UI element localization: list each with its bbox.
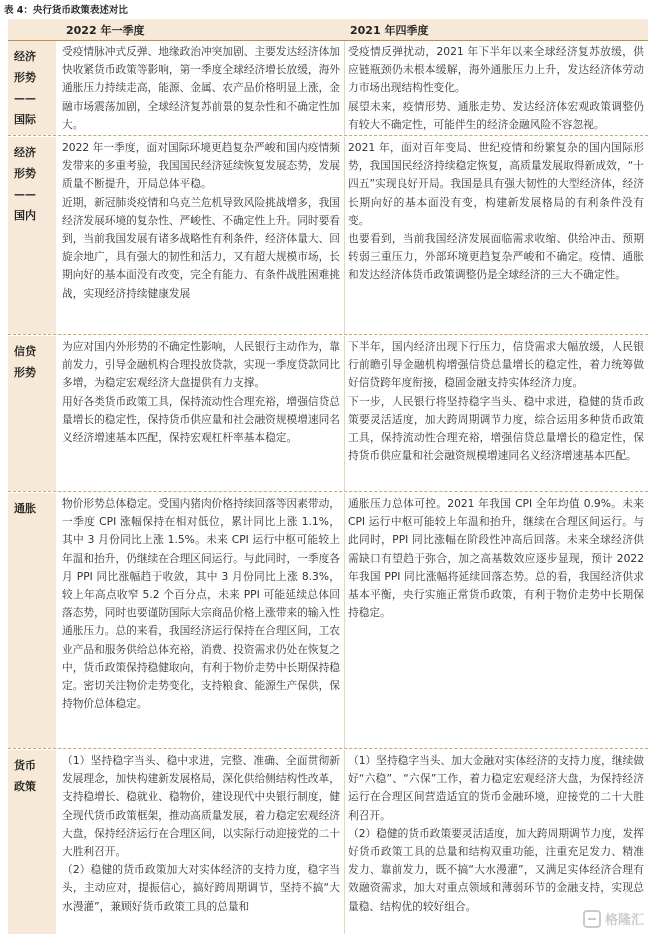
column-divider xyxy=(344,750,345,934)
paragraph: 2021 年，面对百年变局、世纪疫情和纷繁复杂的国内国际形势，我国国民经济持续稳定恢复，高质量发展取得新成效，“十四五”实现良好开局。我国是具有强大韧性的大型经济体，经济长期向好的基本面没有变，构建新发展格局的有利条件没有变。 xyxy=(348,141,644,227)
cell-2022q1 xyxy=(62,139,340,303)
table-row xyxy=(8,41,648,136)
column-divider xyxy=(344,493,345,748)
table-row xyxy=(8,493,648,749)
table-row xyxy=(8,750,648,934)
cell-2021q4 xyxy=(348,43,644,134)
cell-2022q1 xyxy=(62,43,340,134)
cell-2022q1 xyxy=(62,752,340,916)
row-label-cell xyxy=(8,336,56,491)
cell-2022q1 xyxy=(62,338,340,447)
cell-2021q4 xyxy=(348,338,644,465)
row-label: 货币 政策 xyxy=(14,759,36,793)
paragraph: 用好各类货币政策工具，保持流动性合理充裕，增强信贷总量增长的稳定性，保持货币供应量和社会融资规模增速同名义经济增速基本匹配，保持宏观杠杆率基本稳定。 xyxy=(62,394,340,445)
row-label-cell xyxy=(8,41,56,135)
paragraph: 物价形势总体稳定。受国内猪肉价格持续回落等因素带动，一季度 CPI 涨幅保持在相对低位，累计同比上涨 1.1%，其中 3 月份同比上涨 1.5%。未来 CPI 运行中枢可能较上年温和抬升，仍继续在合理区间运行。与此同时，一季度各月 PPI 同比涨幅趋于收敛，其中 3 月份同比上涨 8.3%，较上年高点收窄 5.2 个百分点，未来 PPI 可能延续总体回落态势，同时也要谨防国际大宗商品价格上涨带来的输入性通胀压力。总的来看，我国经济运行保持在合理区间，工农业产品和服务供给总体充裕，消费、投资需求仍处在恢复之中，货币政策保持稳健取向，有利于物价走势中长期保持稳定。密切关注物价走势变化，支持粮食、能源生产保供，保持物价总体稳定。 xyxy=(62,497,340,711)
paragraph: 2022 年一季度，面对国际环境更趋复杂严峻和国内疫情频发带来的多重考验，我国国民经济延续恢复发展态势，发展质量不断提升，开局总体平稳。 xyxy=(62,141,340,191)
row-label-cell xyxy=(8,137,56,334)
paragraph: （1）坚持稳字当头、加大金融对实体经济的支持力度，继续做好“六稳”、“六保”工作，着力稳定宏观经济大盘，为保持经济运行在合理区间营造适宜的货币金融环境，迎接党的二十大胜利召开。 xyxy=(348,754,644,822)
row-label: 经济 形势 —— 国内 xyxy=(14,146,36,222)
row-label: 信贷 形势 xyxy=(14,345,36,379)
paragraph: 也要看到，当前我国经济发展面临需求收缩、供给冲击、预期转弱三重压力，外部环境更趋复杂严峻和不确定。疫情、通胀和发达经济体货币政策调整仍是全球经济的三大不确定性。 xyxy=(348,232,644,282)
paragraph: 受疫情脉冲式反弹、地缘政治冲突加剧、主要发达经济体加快收紧货币政策等影响，第一季度全球经济增长放缓，海外通胀压力持续走高，能源、金属、农产品价格明显上涨，金融市场震荡加剧，全球经济复苏前景的复杂性和不确定性加大。 xyxy=(62,45,340,131)
paragraph: 通胀压力总体可控。2021 年我国 CPI 全年均值 0.9%。未来 CPI 运行中枢可能较上年温和抬升，继续在合理区间运行。与此同时，PPI 同比涨幅在阶段性冲高后回落。未来全球经济供需缺口有望趋于弥合，加之高基数效应逐步显现，预计 2022 年我国 PPI 同比涨幅将延续回落态势。总的看，我国经济供求基本平衡，央行实施正常货币政策，有利于物价走势中长期保持稳定。 xyxy=(348,497,644,620)
table-header xyxy=(8,19,648,41)
paragraph: （1）坚持稳字当头、稳中求进，完整、准确、全面贯彻新发展理念，加快构建新发展格局，深化供给侧结构性改革，支持稳增长、稳就业、稳物价，建设现代中央银行制度，健全现代货币政策框架，推动高质量发展，着力稳定宏观经济大盘，保持经济运行在合理区间，以实际行动迎接党的二十大胜利召开。 xyxy=(62,754,340,859)
cell-2021q4 xyxy=(348,139,644,285)
paragraph: 为应对国内外形势的不确定性影响，人民银行主动作为，靠前发力，引导金融机构合理投放贷款，实现一季度贷款同比多增，为稳定宏观经济大盘提供有力支撑。 xyxy=(62,340,340,390)
column-divider xyxy=(344,137,345,334)
paragraph: 近期，新冠肺炎疫情和乌克兰危机导致风险挑战增多，我国经济发展环境的复杂性、严峻性、不确定性上升。同时要看到，当前我国发展有诸多战略性有利条件，经济体量大、回旋余地广，具有强大的韧性和活力，又有超大规模市场，长期向好的基本面没有改变，完全有能力、有条件战胜困难挑战，实现经济持续健康发展 xyxy=(62,195,340,300)
paragraph: （2）稳健的货币政策要灵活适度，加大跨周期调节力度，发挥好货币政策工具的总量和结构双重功能，注重充足发力、精准发力、靠前发力，既不搞“大水漫灌”，又满足实体经济合理有效融资需求，加大对重点领域和薄弱环节的金融支持，实现总量稳、结构优的较好组合。 xyxy=(348,826,644,913)
cell-2021q4 xyxy=(348,752,644,916)
row-label-cell xyxy=(8,750,56,934)
row-label: 经济 形势 —— 国际 xyxy=(14,50,36,126)
cell-2021q4 xyxy=(348,495,644,622)
table-row xyxy=(8,137,648,335)
header-col2: 2021 年四季度 xyxy=(350,24,429,37)
watermark-logo-icon xyxy=(583,910,601,928)
paragraph: （2）稳健的货币政策加大对实体经济的支持力度，稳字当头，主动应对，提振信心，搞好跨周期调节，坚持不搞“大水漫灌”，兼顾好货币政策工具的总量和 xyxy=(62,863,340,913)
paragraph: 下半年，国内经济出现下行压力，信贷需求大幅放缓，人民银行前瞻引导金融机构增强信贷总量增长的稳定性，着力统筹做好信贷跨年度衔接，稳固金融支持实体经济力度。 xyxy=(348,340,644,390)
paragraph: 展望未来，疫情形势、通胀走势、发达经济体宏观政策调整仍有较大不确定性，可能伴生的经济金融风险不容忽视。 xyxy=(348,99,644,131)
table-row xyxy=(8,336,648,492)
row-label: 通胀 xyxy=(14,502,36,515)
paragraph: 受疫情反弹扰动，2021 年下半年以来全球经济复苏放缓，供应链瓶颈仍未根本缓解，海外通胀压力上升，发达经济体劳动力市场出现结构性变化。 xyxy=(348,45,644,95)
cell-2022q1 xyxy=(62,495,340,713)
watermark-text: 格隆汇 xyxy=(604,913,644,928)
column-divider xyxy=(344,41,345,135)
row-label-cell xyxy=(8,493,56,748)
watermark xyxy=(583,909,644,928)
column-divider xyxy=(344,336,345,491)
table-caption: 表 4：央行货币政策表述对比 xyxy=(4,5,128,16)
paragraph: 下一步，人民银行将坚持稳字当头、稳中求进，稳健的货币政策要灵活适度，加大跨周期调节力度，综合运用多种货币政策工具，保持流动性合理充裕，增强信贷总量增长的稳定性，保持货币供应量和社会融资规模增速同名义经济增速基本匹配。 xyxy=(348,394,644,463)
header-col1: 2022 年一季度 xyxy=(66,24,145,37)
